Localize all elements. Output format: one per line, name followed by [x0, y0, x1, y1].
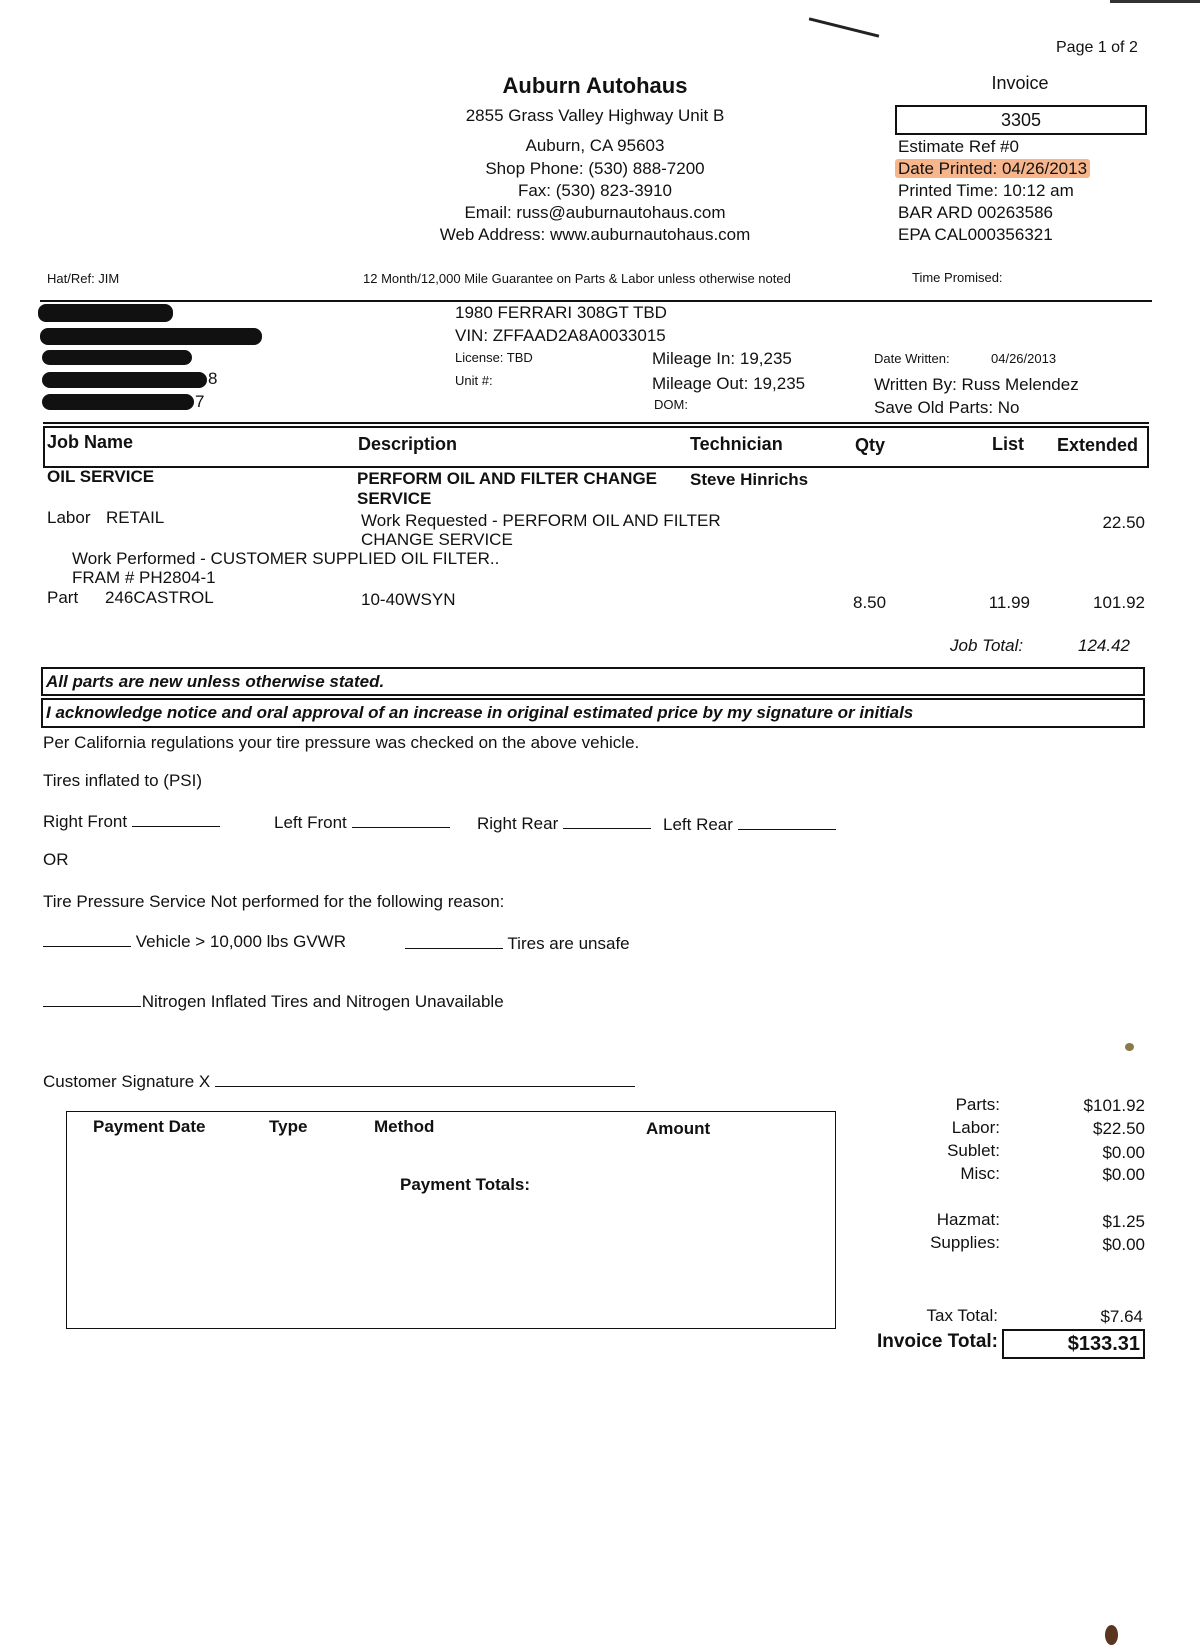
part-list: 11.99	[988, 593, 1030, 612]
vehicle-vin: VIN: ZFFAAD2A8A0033015	[455, 326, 666, 345]
invoice-total-label: Invoice Total:	[876, 1331, 998, 1352]
labor-total-value: $22.50	[1093, 1119, 1145, 1138]
invoice-total-box	[1002, 1329, 1145, 1359]
sublet-total-value: $0.00	[1102, 1143, 1145, 1162]
tire-inflated: Tires inflated to (PSI)	[43, 771, 203, 790]
date-printed	[895, 159, 1090, 179]
dom: DOM:	[654, 397, 688, 412]
part-label: Part	[47, 588, 79, 607]
hazmat-total-label: Hazmat:	[936, 1210, 1000, 1229]
misc-total-label: Misc:	[960, 1164, 1000, 1183]
acknowledge-box	[41, 698, 1145, 728]
right-front-blank[interactable]	[132, 810, 220, 827]
unsafe-label: Tires are unsafe	[507, 934, 630, 953]
right-rear-field	[477, 812, 651, 834]
redacted-customer-city	[42, 350, 192, 365]
invoice-label: Invoice	[991, 73, 1049, 93]
estimate-ref: Estimate Ref #0	[898, 137, 1019, 156]
shop-name: Auburn Autohaus	[502, 73, 688, 98]
shop-phone: Shop Phone: (530) 888-7200	[485, 159, 705, 178]
header-extended: Extended	[1057, 435, 1139, 455]
redacted-customer-name	[38, 304, 173, 322]
stain-mark-bottom	[1105, 1625, 1118, 1645]
shop-email: Email: russ@auburnautohaus.com	[464, 203, 726, 222]
nitrogen-label: Nitrogen Inflated Tires and Nitrogen Unavailable	[141, 992, 504, 1011]
mileage-in: Mileage In: 19,235	[652, 349, 792, 368]
table-header-box	[43, 426, 1149, 468]
hazmat-total-value: $1.25	[1102, 1212, 1145, 1231]
labor-code: RETAIL	[106, 508, 165, 527]
date-written-label: Date Written:	[874, 351, 950, 366]
payment-box	[66, 1111, 836, 1329]
invoice-number: 3305	[1000, 110, 1042, 130]
mileage-out: Mileage Out: 19,235	[652, 374, 806, 393]
parts-total-label: Parts:	[955, 1095, 1000, 1114]
header-description: Description	[358, 434, 458, 454]
acknowledge-notice: I acknowledge notice and oral approval of an increase in original estimated price by my signature or initials	[46, 703, 914, 722]
guarantee-note: 12 Month/12,000 Mile Guarantee on Parts & Labor unless otherwise noted	[363, 271, 791, 286]
payment-header-date: Payment Date	[93, 1117, 206, 1136]
labor-label: Labor	[47, 508, 91, 527]
or-label: OR	[43, 850, 69, 869]
job-description-line1: PERFORM OIL AND FILTER CHANGE	[357, 469, 658, 488]
payment-header-method: Method	[374, 1117, 435, 1136]
redacted-customer-cell-phone	[42, 394, 194, 410]
time-promised: Time Promised:	[912, 270, 1003, 285]
header-list: List	[992, 434, 1025, 454]
job-technician: Steve Hinrichs	[690, 470, 809, 489]
parts-new-box	[41, 667, 1145, 696]
left-rear-blank[interactable]	[738, 813, 836, 830]
invoice-total-value: $133.31	[1067, 1333, 1140, 1355]
signature-label: Customer Signature X	[43, 1072, 211, 1091]
stain-mark	[1125, 1043, 1134, 1051]
date-printed-value: Date Printed: 04/26/2013	[895, 159, 1090, 178]
bar-ard: BAR ARD 00263586	[898, 203, 1053, 222]
gvwr-field	[43, 930, 346, 952]
shop-address-line1: 2855 Grass Valley Highway Unit B	[465, 106, 725, 125]
header-technician: Technician	[690, 434, 783, 454]
customer-cell-tail: 7	[195, 392, 205, 411]
job-total-value: 124.42	[1078, 636, 1130, 655]
date-written-value: 04/26/2013	[991, 351, 1057, 366]
left-front-field	[274, 811, 450, 833]
labor-extended: 22.50	[1102, 513, 1145, 532]
gvwr-label: Vehicle > 10,000 lbs GVWR	[135, 932, 346, 951]
save-old-parts: Save Old Parts: No	[874, 398, 1020, 417]
pen-mark	[809, 17, 880, 37]
part-description: 10-40WSYN	[361, 590, 456, 609]
payment-header-amount: Amount	[646, 1119, 711, 1138]
part-qty: 8.50	[853, 593, 887, 612]
right-rear-blank[interactable]	[563, 812, 651, 829]
table-top-line	[43, 422, 1149, 424]
left-rear-field	[663, 813, 836, 835]
left-rear-label: Left Rear	[663, 815, 733, 834]
unsafe-blank[interactable]	[405, 932, 503, 949]
part-extended: 101.92	[1093, 593, 1145, 612]
supplies-total-value: $0.00	[1102, 1235, 1145, 1254]
right-rear-label: Right Rear	[477, 814, 559, 833]
unsafe-field	[405, 932, 630, 954]
payment-header-type: Type	[269, 1117, 308, 1136]
scan-mark	[1110, 0, 1200, 3]
shop-fax: Fax: (530) 823-3910	[517, 181, 673, 200]
nitrogen-field	[43, 990, 504, 1012]
not-performed-label: Tire Pressure Service Not performed for the following reason:	[43, 892, 505, 911]
invoice-number-box	[895, 105, 1147, 135]
left-front-label: Left Front	[274, 813, 347, 832]
labor-total-label: Labor:	[951, 1118, 1000, 1137]
work-performed-line1: Work Performed - CUSTOMER SUPPLIED OIL FILTER..	[72, 549, 500, 568]
parts-total-value: $101.92	[1083, 1096, 1145, 1115]
signature-field	[43, 1070, 635, 1092]
misc-total-value: $0.00	[1102, 1165, 1145, 1184]
parts-new-notice: All parts are new unless otherwise stated.	[46, 672, 385, 691]
job-name: OIL SERVICE	[47, 467, 155, 486]
labor-request-line2: CHANGE SERVICE	[361, 530, 513, 549]
work-performed-line2: FRAM # PH2804-1	[72, 568, 216, 587]
supplies-total-label: Supplies:	[930, 1233, 1000, 1252]
printed-time: Printed Time: 10:12 am	[898, 181, 1074, 200]
right-front-field	[43, 810, 220, 832]
shop-address-line2: Auburn, CA 95603	[525, 136, 665, 155]
payment-totals-label: Payment Totals:	[400, 1175, 531, 1194]
tax-total-value: $7.64	[1100, 1307, 1143, 1326]
redacted-customer-work-phone	[42, 372, 207, 388]
vehicle-description: 1980 FERRARI 308GT TBD	[455, 303, 667, 322]
header-divider	[40, 300, 1152, 302]
left-front-blank[interactable]	[352, 811, 450, 828]
epa-number: EPA CAL000356321	[898, 225, 1053, 244]
nitrogen-blank[interactable]	[43, 990, 141, 1007]
shop-web: Web Address: www.auburnautohaus.com	[439, 225, 751, 244]
vehicle-license: License: TBD	[455, 350, 533, 365]
redacted-customer-address	[40, 328, 262, 345]
page-indicator: Page 1 of 2	[1056, 39, 1138, 56]
signature-line[interactable]	[215, 1070, 635, 1087]
gvwr-blank[interactable]	[43, 930, 131, 947]
job-description-line2: SERVICE	[357, 489, 432, 508]
part-code: 246CASTROL	[105, 588, 214, 607]
sublet-total-label: Sublet:	[947, 1141, 1000, 1160]
right-front-label: Right Front	[43, 812, 128, 831]
tax-total-label: Tax Total:	[926, 1306, 998, 1325]
customer-phone-tail: 8	[208, 369, 218, 388]
labor-request-line1: Work Requested - PERFORM OIL AND FILTER	[361, 511, 721, 530]
vehicle-unit: Unit #:	[455, 373, 493, 388]
header-qty: Qty	[855, 435, 886, 455]
tire-regulation: Per California regulations your tire pressure was checked on the above vehicle.	[43, 733, 640, 752]
written-by: Written By: Russ Melendez	[874, 375, 1079, 394]
header-job-name: Job Name	[47, 432, 134, 452]
hat-ref: Hat/Ref: JIM	[47, 271, 120, 286]
job-total-label: Job Total:	[950, 636, 1024, 655]
